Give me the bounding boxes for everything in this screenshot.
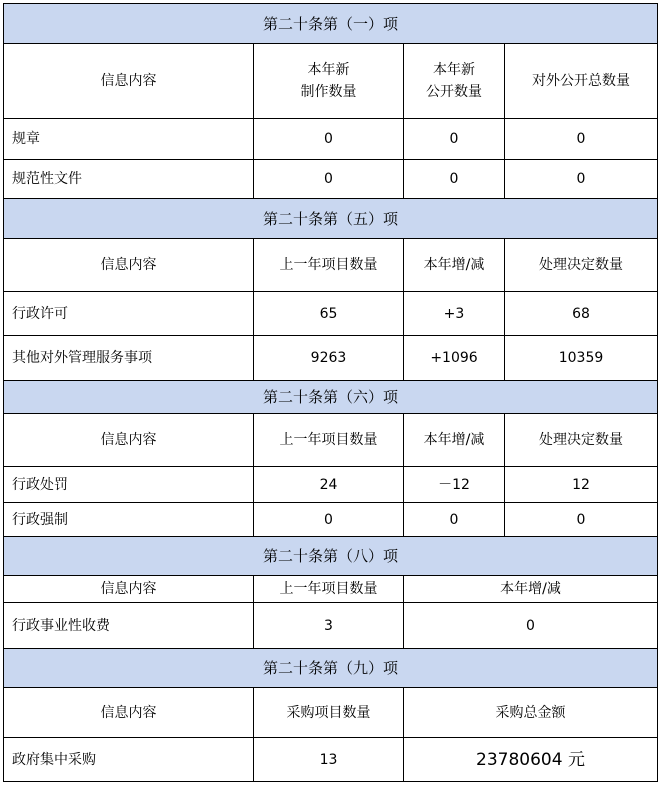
header-cell: 本年新 公开数量: [404, 44, 505, 119]
header-cell: 信息内容: [4, 44, 254, 119]
table-row: [4, 467, 658, 503]
cell-value: 3: [254, 603, 404, 649]
section-title-row: [4, 199, 658, 239]
table-header-row: [4, 576, 658, 603]
header-cell: 上一年项目数量: [254, 414, 404, 467]
row-label: 行政处罚: [4, 467, 254, 503]
header-cell: 信息内容: [4, 576, 254, 603]
cell-value: 12: [505, 467, 658, 503]
disclosure-table: [3, 3, 658, 782]
row-label: 政府集中采购: [4, 738, 254, 782]
header-cell: 本年增/减: [404, 576, 658, 603]
header-cell: 信息内容: [4, 414, 254, 467]
table-row: [4, 292, 658, 336]
cell-value: 0: [404, 603, 658, 649]
header-cell: 处理决定数量: [505, 239, 658, 292]
row-label: 规范性文件: [4, 160, 254, 199]
table-header-row: [4, 414, 658, 467]
cell-value: 65: [254, 292, 404, 336]
cell-value: 24: [254, 467, 404, 503]
cell-value: 68: [505, 292, 658, 336]
cell-value: 0: [404, 119, 505, 160]
header-cell: 本年新 制作数量: [254, 44, 404, 119]
table-row: [4, 503, 658, 537]
section-title: 第二十条第（六）项: [4, 381, 658, 414]
cell-value: 0: [254, 119, 404, 160]
cell-value: 0: [505, 160, 658, 199]
header-cell: 本年增/减: [404, 239, 505, 292]
row-label: 行政事业性收费: [4, 603, 254, 649]
header-cell: 采购项目数量: [254, 688, 404, 738]
cell-value: 0: [505, 503, 658, 537]
cell-value: 9263: [254, 336, 404, 381]
section-title: 第二十条第（五）项: [4, 199, 658, 239]
header-cell: 上一年项目数量: [254, 239, 404, 292]
total-amount: 23780604 元: [404, 738, 658, 782]
row-label: 规章: [4, 119, 254, 160]
header-cell: 处理决定数量: [505, 414, 658, 467]
header-cell: 上一年项目数量: [254, 576, 404, 603]
cell-value: 0: [254, 160, 404, 199]
section-title: 第二十条第（九）项: [4, 649, 658, 688]
cell-value: 13: [254, 738, 404, 782]
table-header-row: [4, 688, 658, 738]
table-row: [4, 603, 658, 649]
table-row: [4, 336, 658, 381]
cell-value: 0: [254, 503, 404, 537]
section-title: 第二十条第（一）项: [4, 4, 658, 44]
cell-value: －12: [404, 467, 505, 503]
header-cell: 采购总金额: [404, 688, 658, 738]
row-label: 其他对外管理服务事项: [4, 336, 254, 381]
section-title-row: [4, 649, 658, 688]
row-label: 行政许可: [4, 292, 254, 336]
cell-value: 0: [404, 160, 505, 199]
section-title-row: [4, 381, 658, 414]
table-header-row: [4, 44, 658, 119]
cell-value: +3: [404, 292, 505, 336]
header-cell: 信息内容: [4, 688, 254, 738]
header-cell: 本年增/减: [404, 414, 505, 467]
header-cell: 信息内容: [4, 239, 254, 292]
header-cell: 对外公开总数量: [505, 44, 658, 119]
section-title: 第二十条第（八）项: [4, 537, 658, 576]
cell-value: 0: [505, 119, 658, 160]
cell-value: 10359: [505, 336, 658, 381]
table-header-row: [4, 239, 658, 292]
section-title-row: [4, 537, 658, 576]
table-row: [4, 738, 658, 782]
row-label: 行政强制: [4, 503, 254, 537]
table-row: [4, 119, 658, 160]
section-title-row: [4, 4, 658, 44]
table-row: [4, 160, 658, 199]
cell-value: 0: [404, 503, 505, 537]
cell-value: +1096: [404, 336, 505, 381]
